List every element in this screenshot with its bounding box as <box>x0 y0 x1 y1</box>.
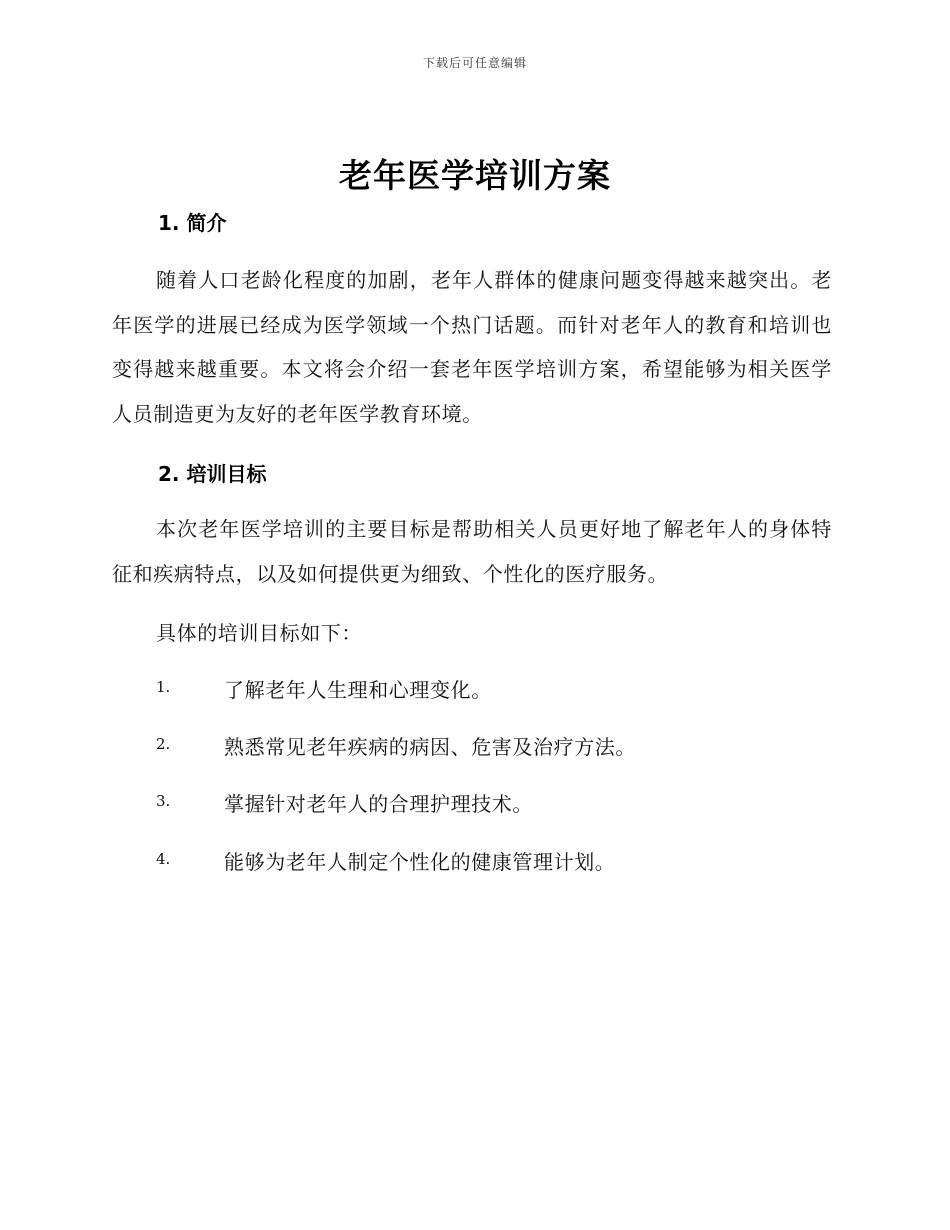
section-paragraph-goals: 本次老年医学培训的主要目标是帮助相关人员更好地了解老年人的身体特征和疾病特点，以及如何提供更为细致、个性化的医疗服务。 <box>112 517 832 586</box>
section-heading-goals: 2. 培训目标 <box>158 462 267 486</box>
list-item <box>156 846 856 876</box>
list-item <box>156 788 856 818</box>
header-note: 下载后可任意编辑 <box>422 56 527 70</box>
list-item-text: 掌握针对老年人的合理护理技术。 <box>224 792 533 816</box>
list-item-text: 熟悉常见老年疾病的病因、危害及治疗方法。 <box>224 735 636 759</box>
goals-intro-line: 具体的培训目标如下： <box>156 621 362 645</box>
list-item <box>156 731 856 761</box>
list-item-text: 了解老年人生理和心理变化。 <box>224 678 492 702</box>
list-item-number: 4. <box>156 850 171 868</box>
section-paragraph-intro: 随着人口老龄化程度的加剧，老年人群体的健康问题变得越来越突出。老年医学的进展已经成为医学领域一个热门话题。而针对老年人的教育和培训也变得越来越重要。本文将会介绍一套老年医学培训方案，希望能够为相关医学人员制造更为友好的老年医学教育环境。 <box>112 268 832 426</box>
list-item-number: 3. <box>156 792 171 810</box>
list-item-number: 1. <box>156 678 171 696</box>
page-title: 老年医学培训方案 <box>339 156 611 195</box>
list-item-text: 能够为老年人制定个性化的健康管理计划。 <box>224 850 616 874</box>
section-heading-intro: 1. 简介 <box>158 211 227 235</box>
list-item-number: 2. <box>156 735 171 753</box>
list-item <box>156 674 856 704</box>
